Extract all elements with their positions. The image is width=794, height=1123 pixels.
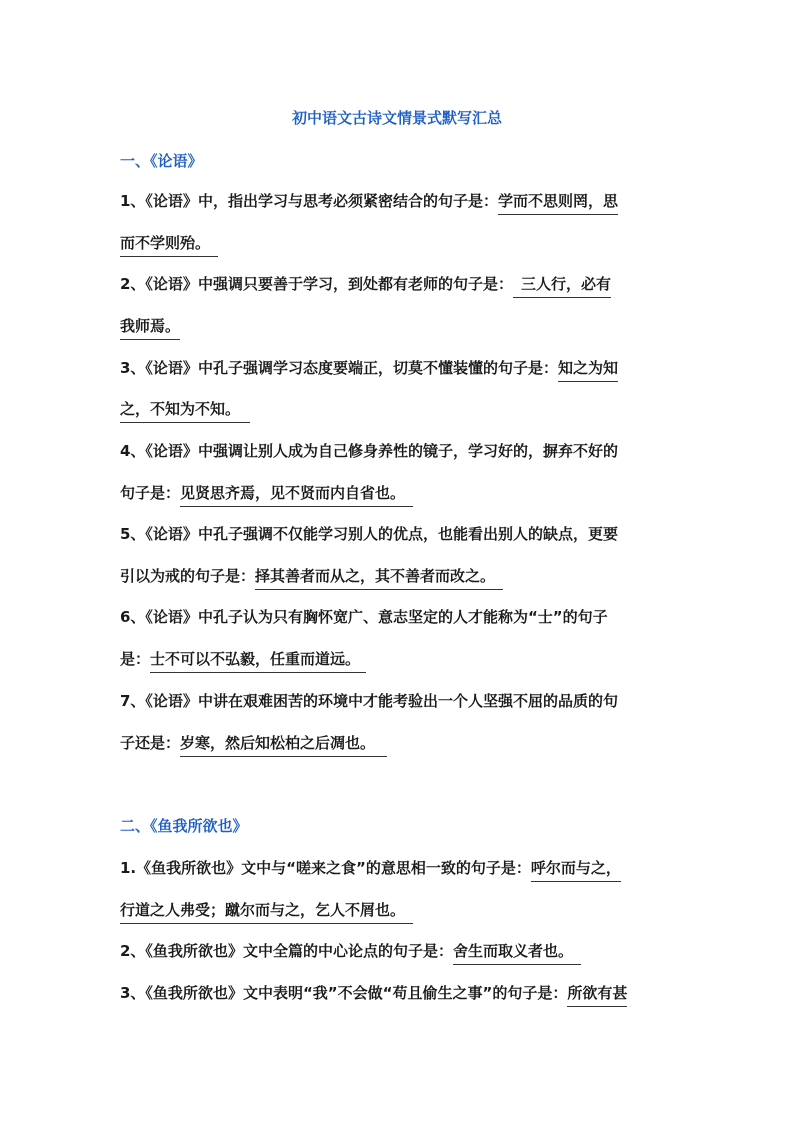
document-title: 初中语文古诗文情景式默写汇总 [291, 109, 502, 127]
question-line [120, 356, 680, 382]
answer-line [120, 731, 680, 757]
question-text: 是： [120, 650, 151, 668]
question-line [120, 939, 680, 965]
question-line [120, 189, 680, 215]
answer-line [120, 564, 680, 590]
answer-text: 之，不知为不知。 [120, 397, 250, 423]
answer-line [120, 898, 680, 924]
answer-text: 岁寒，然后知松柏之后凋也。 [180, 731, 387, 757]
question-text: 3、《论语》中孔子强调学习态度要端正，切莫不懂装懂的句子是： [120, 359, 558, 377]
question-line [120, 856, 680, 882]
question-text: 6、《论语》中孔子认为只有胸怀宽广、意志坚定的人才能称为“士”的句子 [120, 608, 608, 626]
question-text: 1、《论语》中，指出学习与思考必须紧密结合的句子是： [120, 192, 498, 210]
answer-line [120, 647, 680, 673]
answer-line [120, 314, 680, 340]
answer-text: 见贤思齐焉，见不贤而内自省也。 [180, 481, 413, 507]
answer-line [120, 397, 680, 423]
question-text: 7、《论语》中讲在艰难困苦的环境中才能考验出一个人坚强不屈的品质的句 [120, 692, 618, 710]
answer-line [120, 481, 680, 507]
question-text: 句子是： [120, 484, 181, 502]
question-text: 引以为戒的句子是： [120, 567, 256, 585]
question-text: 2、《鱼我所欲也》文中全篇的中心论点的句子是： [120, 942, 453, 960]
answer-text: 知之为知 [558, 356, 618, 382]
answer-text: 择其善者而从之，其不善者而改之。 [255, 564, 503, 590]
question-line [120, 439, 680, 463]
question-text: 子还是： [120, 734, 181, 752]
question-line [120, 689, 680, 713]
question-text: 5、《论语》中孔子强调不仅能学习别人的优点，也能看出别人的缺点，更要 [120, 525, 618, 543]
answer-text: 三人行，必有 [513, 272, 611, 298]
question-line [120, 981, 680, 1007]
answer-text: 士不可以不弘毅，任重而道远。 [150, 647, 366, 673]
section-heading-yuwo: 二、《鱼我所欲也》 [120, 817, 248, 835]
answer-text: 我师焉。 [120, 314, 180, 340]
answer-text: 所欲有甚 [567, 981, 627, 1007]
answer-text: 而不学则殆。 [120, 231, 218, 257]
answer-text: 舍生而取义者也。 [453, 939, 581, 965]
section-heading-lunyu: 一、《论语》 [120, 152, 203, 170]
answer-text: 行道之人弗受；蹴尔而与之，乞人不屑也。 [120, 898, 413, 924]
question-text: 3、《鱼我所欲也》文中表明“我”不会做“苟且偷生之事”的句子是： [120, 984, 568, 1002]
answer-text: 学而不思则罔，思 [498, 189, 618, 215]
question-text: 1.《鱼我所欲也》文中与“嗟来之食”的意思相一致的句子是： [120, 859, 531, 877]
question-line [120, 605, 680, 629]
question-text: 2、《论语》中强调只要善于学习，到处都有老师的句子是： [120, 275, 513, 293]
answer-line [120, 231, 680, 257]
question-line [120, 522, 680, 546]
answer-text: 呼尔而与之， [531, 856, 621, 882]
question-text: 4、《论语》中强调让别人成为自己修身养性的镜子，学习好的，摒弃不好的 [120, 442, 618, 460]
question-line [120, 272, 680, 298]
